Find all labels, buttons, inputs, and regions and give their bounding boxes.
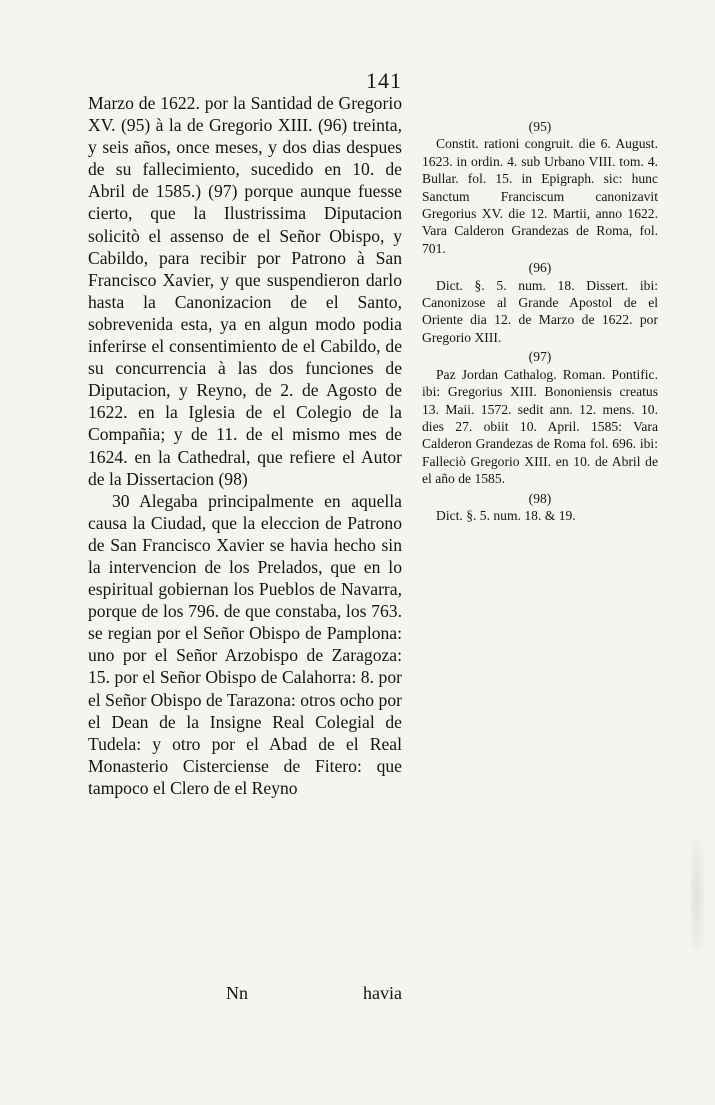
main-paragraph-2: 30 Alegaba principalmente en aquella causa la Ciudad, que la eleccion de Patrono de San Francisco Xavier se havia hecho sin la intervencion de los Prelados, que en lo espiritual gobiernan los Pueblos de Navarra, porque de los 796. de que constaba, los 763. se regian por el Señor Obispo de Pamplona: uno por el Señor Arzobispo de Zaragoza: 15. por el Señor Obispo de Calahorra: 8. por el Señor Obispo de Tarazona: otros ocho por el Dean de la Insigne Real Colegial de Tudela: y otro por el Abad de el Real Monasterio Cisterciense de Fitero: que tampoco el Clero de el Reyno [88,490,402,798]
footnote-text: Paz Jordan Cathalog. Roman. Pontific. ibi: Gregorius XIII. Bononiensis creatus 13. Maii. 1572. sedit ann. 12. mens. 10. dies 27. obiit 10. April. 1585: Vara Calderon Grandezas de Roma fol. 696. ibi: Falleciò Gregorio XIII. en 10. de Abril de el año de 1585. [422,366,658,487]
footnote-97 [422,348,658,487]
footnotes-column [422,118,658,526]
signature-mark: Nn [226,983,248,1003]
footnote-text: Constit. rationi congruit. die 6. August. 1623. in ordin. 4. sub Urbano VIII. tom. 4. Bullar. fol. 15. in Epigraph. sic: hunc Sanctum Franciscum canonizavit Gregorius XV. die 12. Martii, anno 1622. Vara Calderon Grandezas de Roma, fol. 701. [422,136,658,256]
main-text-column [88,92,402,799]
footnote-96 [422,259,658,346]
footnote-number: (98) [528,490,552,506]
footnote-number: (96) [528,260,552,276]
catchword: havia [363,983,402,1003]
footnote-98 [422,490,658,525]
footnote-number: (95) [528,119,552,134]
page-smudge [690,840,704,950]
footnote-95 [422,118,658,257]
footnote-number: (97) [528,349,552,365]
main-paragraph-1: Marzo de 1622. por la Santidad de Gregorio XV. (95) à la de Gregorio XIII. (96) treinta, y seis años, once meses, y dos dias despues de su fallecimiento, sucedido en 10. de Abril de 1585.) (97) porque aunque fuesse cierto, que la Ilustrissima Diputacion solicitò el assenso de el Señor Obispo, y Cabildo, para recibir por Patrono à San Francisco Xavier, y que suspendieron darlo hasta la Canonizacion de el Santo, sobrevenida esta, ya en algun modo podia inferirse el consentimiento de el Cabildo, de su concurrencia à las dos funciones de Diputacion, y Reyno, de 2. de Agosto de 1622. en la Iglesia de el Colegio de la Compañia; y de 11. de el mismo mes de 1624. en la Cathedral, que refiere el Autor de la Dissertacion (98) [88,93,402,489]
page-footer [88,983,402,1007]
footnote-text: Dict. §. 5. num. 18. Dissert. ibi: Canonizose al Grande Apostol de el Oriente dia 12. de Marzo de 1622. por Gregorio XIII. [422,277,658,345]
page-number: 141 [366,68,402,93]
footnote-text: Dict. §. 5. num. 18. & 19. [436,507,576,523]
